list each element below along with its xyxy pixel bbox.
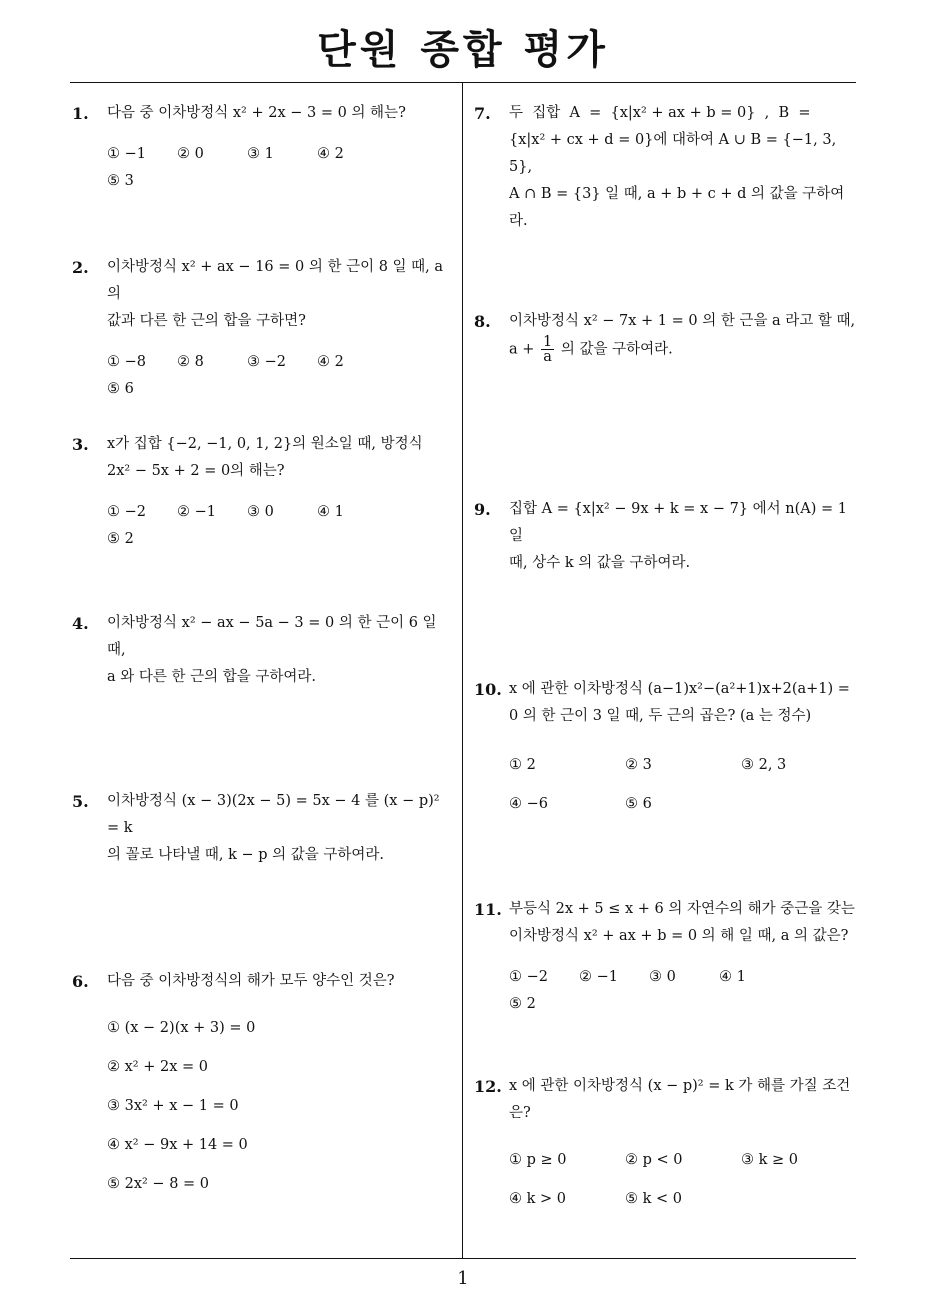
choice: ④ 2 [317,354,344,370]
page-number: 1 [457,1268,469,1289]
choice: ⑤ 2x² − 8 = 0 [107,1176,210,1192]
stem-line: 두 집합 A = {x|x² + ax + b = 0} , B = [509,105,811,121]
problem-number: 7. [474,104,491,123]
problem-stem [509,896,858,950]
problem-number: 5. [72,792,89,811]
problem-stem [107,610,456,691]
fraction-numerator: 1 [543,334,553,350]
choice-list [107,141,456,195]
problem-stem [509,100,858,235]
stem-line: x가 집합 {−2, −1, 0, 1, 2}의 원소일 때, 방정식 [107,436,423,452]
stem-line: 이차방정식 x² − ax − 5a − 3 = 0 의 한 근이 6 일 때, [107,615,437,658]
choice-list [509,752,858,830]
problem-number: 8. [474,312,491,331]
stem-line: a 와 다른 한 근의 합을 구하여라. [107,669,316,685]
choice: ⑤ 3 [107,173,134,189]
stem-line: 값과 다른 한 근의 합을 구하면? [107,313,306,329]
problem-number: 12. [474,1077,502,1096]
choice: ① −8 [107,354,146,370]
problem-5 [72,788,456,869]
choice: ② −1 [579,969,618,985]
choice: ③ −2 [247,354,286,370]
stem-line: x 에 관한 이차방정식 (a−1)x²−(a²+1)x+2(a+1) = [509,681,850,697]
choice: ① 2 [509,757,536,773]
choice: ③ 2, 3 [741,757,787,773]
choice-list [107,1015,456,1210]
choice: ⑤ 6 [625,796,652,812]
column-divider [462,83,463,1258]
fraction-denominator: a [543,349,552,365]
stem-line: 이차방정식 x² − 7x + 1 = 0 의 한 근을 a 라고 할 때, [509,313,856,329]
problem-7 [474,100,858,235]
stem-line: 은? [509,1105,531,1121]
problem-stem [509,1073,858,1127]
problem-2 [72,254,456,403]
choice: ② 8 [177,354,204,370]
problem-6 [72,968,456,1210]
stem-line: 이차방정식 x² + ax − 16 = 0 의 한 근이 8 일 때, a 의 [107,259,444,302]
choice: ② p < 0 [625,1152,683,1168]
stem-line: 때, 상수 k 의 값을 구하여라. [509,555,691,571]
choice: ④ 2 [317,146,344,162]
choice: ① −1 [107,146,146,162]
choice: ④ k > 0 [509,1191,566,1207]
stem-line [509,335,858,364]
choice: ② 3 [625,757,652,773]
choice-list [509,1147,858,1225]
problem-stem [107,254,456,335]
page-title: 단원 종합 평가 [317,27,609,73]
choice: ③ 0 [649,969,676,985]
choice: ④ 1 [719,969,746,985]
stem-line: 집합 A = {x|x² − 9x + k = x − 7} 에서 n(A) = 1 일 [509,501,847,544]
choice: ⑤ k < 0 [625,1191,682,1207]
problem-10 [474,676,858,830]
choice: ① −2 [509,969,548,985]
problem-8 [474,308,858,364]
problem-number: 11. [474,900,502,919]
problem-stem [107,788,456,869]
choice-list [107,499,456,553]
top-rule [70,82,856,83]
choice-list [509,964,858,1018]
choice: ⑤ 2 [509,996,536,1012]
problem-1 [72,100,456,195]
stem-line: 부등식 2x + 5 ≤ x + 6 의 자연수의 해가 중근을 갖는 [509,901,855,917]
choice: ① (x − 2)(x + 3) = 0 [107,1020,256,1036]
stem-line: 이차방정식 (x − 3)(2x − 5) = 5x − 4 를 (x − p)² = k [107,793,440,836]
problem-12 [474,1073,858,1225]
problem-number: 6. [72,972,89,991]
choice: ① p ≥ 0 [509,1152,567,1168]
choice: ② x² + 2x = 0 [107,1059,208,1075]
stem-line: A ∩ B = {3} 일 때, a + b + c + d 의 값을 구하여라. [509,186,845,229]
problem-number: 1. [72,104,89,123]
choice: ⑤ 2 [107,531,134,547]
problem-11 [474,896,858,1018]
stem-line: 다음 중 이차방정식의 해가 모두 양수인 것은? [107,973,395,989]
choice: ④ x² − 9x + 14 = 0 [107,1137,248,1153]
choice-list [107,349,456,403]
problem-stem [509,676,858,730]
stem-line: 의 꼴로 나타낼 때, k − p 의 값을 구하여라. [107,847,385,863]
fraction [541,335,554,364]
choice: ② −1 [177,504,216,520]
problem-9 [474,496,858,577]
choice: ① −2 [107,504,146,520]
choice: ③ k ≥ 0 [741,1152,798,1168]
stem-line: 이차방정식 x² + ax + b = 0 의 해 일 때, a 의 값은? [509,928,849,944]
problem-number: 2. [72,258,89,277]
problem-number: 4. [72,614,89,633]
stem-line: 2x² − 5x + 2 = 0의 해는? [107,463,285,479]
choice: ② 0 [177,146,204,162]
bottom-rule [70,1258,856,1259]
problem-stem [107,968,456,995]
choice: ⑤ 6 [107,381,134,397]
problem-stem [107,431,456,485]
expression-suffix: 의 값을 구하여라. [560,341,673,358]
problem-number: 10. [474,680,502,699]
problem-number: 9. [474,500,491,519]
problem-stem [509,308,858,364]
expression-prefix: a + [509,341,535,358]
problem-number: 3. [72,435,89,454]
problem-stem [107,100,456,127]
choice: ③ 3x² + x − 1 = 0 [107,1098,239,1114]
choice: ③ 0 [247,504,274,520]
choice: ④ 1 [317,504,344,520]
problem-3 [72,431,456,553]
choice: ③ 1 [247,146,274,162]
stem-line: 다음 중 이차방정식 x² + 2x − 3 = 0 의 해는? [107,105,406,121]
problem-stem [509,496,858,577]
stem-line: 0 의 한 근이 3 일 때, 두 근의 곱은? (a 는 정수) [509,708,812,724]
stem-line: x 에 관한 이차방정식 (x − p)² = k 가 해를 가질 조건 [509,1078,851,1094]
problem-4 [72,610,456,691]
choice: ④ −6 [509,796,548,812]
stem-line: {x|x² + cx + d = 0}에 대하여 A ∪ B = {−1, 3, 5}, [509,132,837,175]
